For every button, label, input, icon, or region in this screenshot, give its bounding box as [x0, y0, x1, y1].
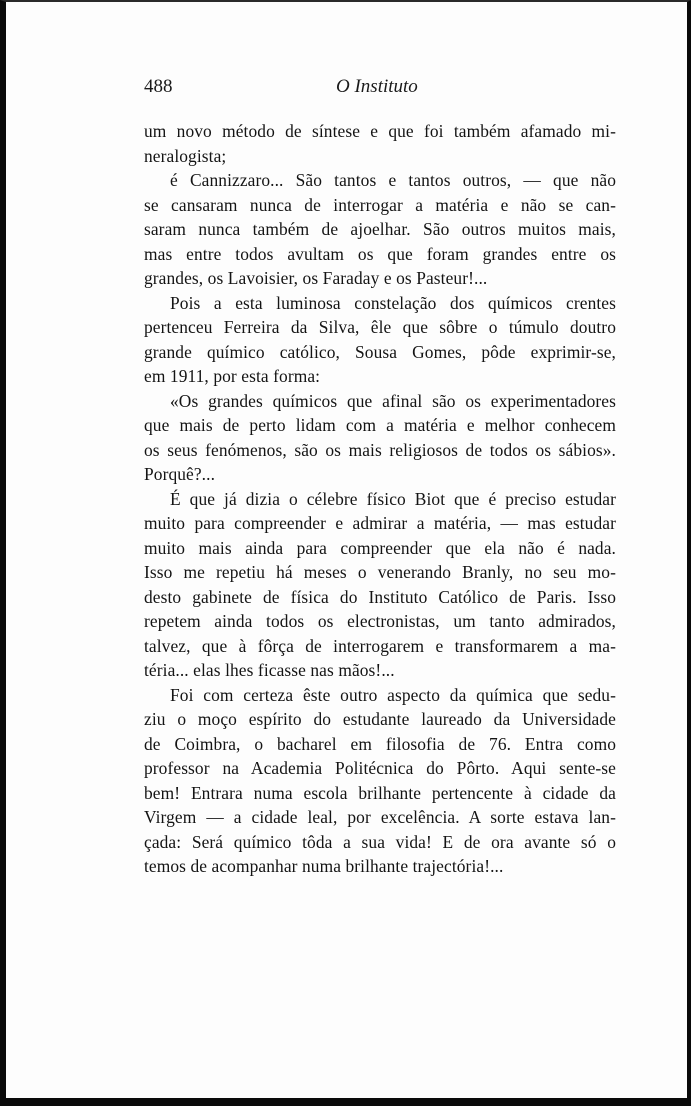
- text-line: é Cannizzaro... São tantos e tantos outros, — que não: [170, 170, 616, 190]
- text-line: mas entre todos avultam os que foram grandes entre os: [144, 243, 616, 264]
- text-line: çada: Será químico tôda a sua vida! E de ora avante só o: [144, 831, 616, 852]
- text-line: muito para compreender e admirar a matéria, — mas estudar: [144, 513, 616, 533]
- text-line: em 1911, por esta forma:: [144, 366, 321, 386]
- text-line: grandes, os Lavoisier, os Faraday e os Pasteur!...: [144, 268, 488, 288]
- text-line: de Coimbra, o bacharel em filosofia de 76. Entra como: [144, 733, 616, 754]
- text-line: um novo método de síntese e que foi também afamado mi-: [144, 121, 616, 141]
- text-line: bem! Entrara numa escola brilhante pertencente à cidade da: [144, 782, 616, 803]
- text-line: Foi com certeza êste outro aspecto da química que sedu-: [170, 684, 616, 705]
- body-text: [144, 119, 616, 879]
- text-line: «Os grandes químicos que afinal são os experimentadores: [170, 390, 616, 411]
- text-line: neralogista;: [144, 145, 227, 166]
- text-line: os seus fenómenos, são os mais religiosos de todos os sábios».: [144, 439, 616, 460]
- running-title: O Instituto: [336, 76, 418, 97]
- page-header: [144, 76, 614, 102]
- text-line: É que já dizia o célebre físico Biot que é preciso estudar: [170, 488, 616, 509]
- text-line: Virgem — a cidade leal, por excelência. A sorte estava lan-: [144, 807, 616, 827]
- page-number: 488: [144, 76, 173, 97]
- text-line: ziu o moço espírito do estudante laureado da Universidade: [144, 709, 616, 729]
- text-line: pertenceu Ferreira da Silva, êle que sôbre o túmulo doutro: [144, 317, 616, 337]
- text-line: muito mais ainda para compreender que ela não é nada.: [144, 537, 616, 558]
- text-line: grande químico católico, Sousa Gomes, pôde exprimir-se,: [144, 341, 616, 362]
- text-line: Pois a esta luminosa constelação dos químicos crentes: [170, 292, 616, 313]
- text-line: talvez, que à fôrça de interrogarem e transformarem a ma-: [144, 635, 616, 656]
- text-line: repetem ainda todos os electronistas, um tanto admirados,: [144, 611, 616, 631]
- text-line: saram nunca também de ajoelhar. São outros muitos mais,: [144, 219, 616, 239]
- text-line: téria... elas lhes ficasse nas mãos!...: [144, 660, 395, 680]
- text-line: que mais de perto lidam com a matéria e melhor conhecem: [144, 415, 616, 435]
- text-line: Isso me repetiu há meses o venerando Branly, no seu mo-: [144, 562, 616, 582]
- text-line: Porquê?...: [144, 464, 216, 484]
- text-line: professor na Academia Politécnica do Pôrto. Aqui sente-se: [144, 758, 616, 778]
- text-line: desto gabinete de física do Instituto Católico de Paris. Isso: [144, 586, 616, 607]
- text-line: se cansaram nunca de interrogar a matéria e não se can-: [144, 194, 616, 215]
- text-line: temos de acompanhar numa brilhante trajectória!...: [144, 856, 504, 876]
